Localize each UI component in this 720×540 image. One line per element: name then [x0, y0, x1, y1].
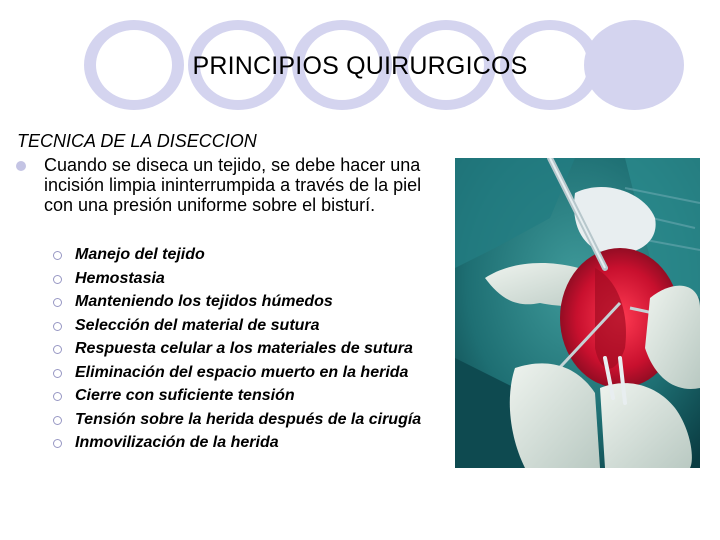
surgery-photo	[455, 158, 700, 468]
ring-bullet-icon	[53, 439, 62, 448]
list-item	[50, 293, 450, 311]
ring-bullet-icon	[53, 345, 62, 354]
list-item-text: Hemostasia	[75, 269, 165, 287]
list-item	[50, 340, 450, 358]
main-paragraph: Cuando se diseca un tejido, se debe hacer una incisión limpia ininterrumpida a través de la piel con una presión uniforme sobre el bisturí.	[44, 155, 422, 215]
ring-bullet-icon	[53, 298, 62, 307]
list-item	[50, 434, 450, 452]
ring-bullet-icon	[53, 322, 62, 331]
ring-bullet-icon	[53, 251, 62, 260]
slide-title: PRINCIPIOS QUIRURGICOS	[192, 52, 528, 80]
list-item-text: Inmovilización de la herida	[75, 434, 279, 451]
list-item-text: Cierre con suficiente tensión	[75, 387, 295, 404]
list-item	[50, 317, 450, 335]
section-subtitle: TECNICA DE LA DISECCION	[17, 131, 257, 151]
list-item-text: Manejo del tejido	[75, 246, 205, 263]
list-item	[50, 246, 450, 264]
ring-bullet-icon	[53, 416, 62, 425]
list-item-text: Respuesta celular a los materiales de sutura	[75, 340, 413, 357]
ring-bullet-icon	[53, 369, 62, 378]
sub-item-list	[50, 246, 450, 458]
list-item-text: Manteniendo los tejidos húmedos	[75, 293, 333, 310]
list-item	[50, 411, 450, 429]
ring-bullet-icon	[53, 275, 62, 284]
list-item	[50, 364, 450, 382]
bullet-icon	[16, 161, 26, 171]
list-item-text: Eliminación del espacio muerto en la herida	[75, 363, 409, 381]
list-item-text: Selección del material de sutura	[75, 316, 320, 334]
list-item-text: Tensión sobre la herida después de la cirugía	[75, 410, 422, 428]
list-item	[50, 387, 450, 405]
ring-bullet-icon	[53, 392, 62, 401]
list-item	[50, 270, 450, 288]
